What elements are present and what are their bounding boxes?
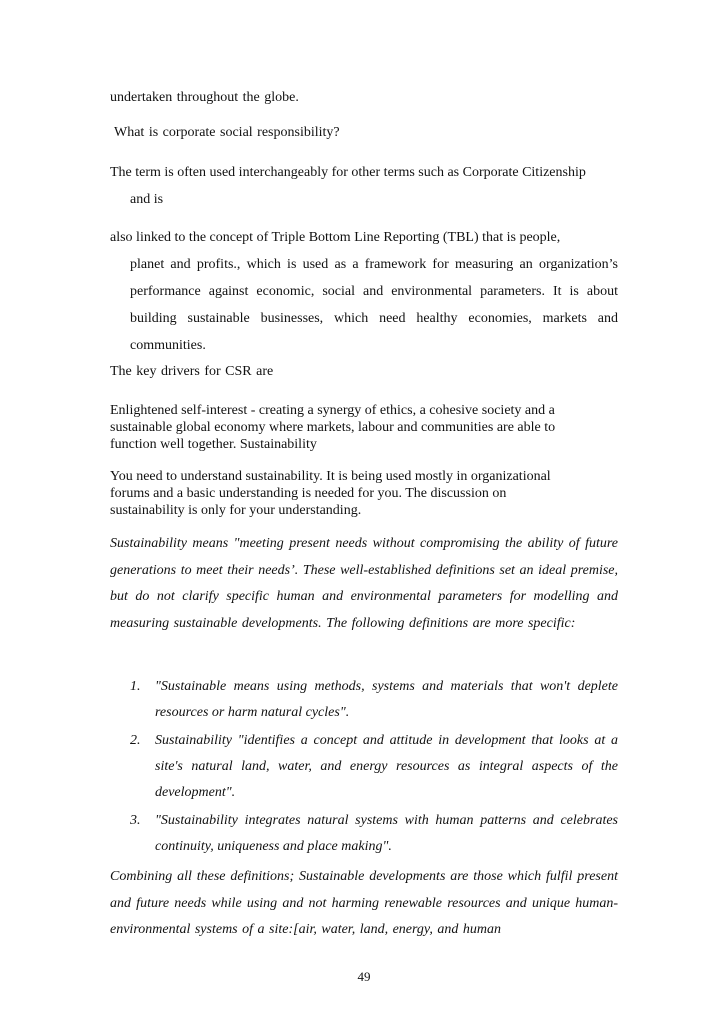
list-item-text: "Sustainable means using methods, systems and materials that won't deplete resources or harm natural cycles".: [155, 679, 618, 720]
paragraph-key-drivers: The key drivers for CSR are: [110, 364, 274, 379]
list-item-text: Sustainability "identifies a concept and attitude in development that looks at a site's natural land, water, and energy resources as integral aspects of the development".: [155, 733, 618, 800]
paragraph-understand: You need to understand sustainability. It is being used mostly in organizational forums and a basic understanding is needed for you. The discussion on sustainability is only for your understanding.: [110, 469, 551, 518]
paragraph-tbl-first-line: also linked to the concept of Triple Bottom Line Reporting (TBL) that is people,: [110, 230, 561, 245]
definitions-list: [110, 674, 618, 862]
paragraph-term-first-line: The term is often used interchangeably for other terms such as Corporate Citizenship: [110, 165, 586, 180]
paragraph-tbl: [110, 224, 618, 359]
paragraph-term: [110, 159, 618, 213]
section-question: What is corporate social responsibility?: [114, 125, 340, 140]
paragraph-combining: Combining all these definitions; Sustainable developments are those which fulfil present and future needs while using and not harming renewable resources and unique human-environmental systems of a site:[air, water, land, energy, and human: [110, 869, 618, 937]
paragraph-sustainability-means: Sustainability means "meeting present needs without compromising the ability of future generations to meet their needs’. These well-established definitions set an ideal premise, but do not clarify specific human and environmental parameters for modelling and measuring sustainable developments. The following definitions are more specific:: [110, 536, 618, 631]
list-item: [110, 674, 618, 726]
list-item-number: 3.: [130, 813, 141, 828]
page-number: 49: [357, 969, 371, 984]
list-item: [110, 728, 618, 806]
list-item-text: "Sustainability integrates natural systems with human patterns and celebrates continuity, uniqueness and place making".: [155, 813, 618, 854]
paragraph-enlightened: Enlightened self-interest - creating a synergy of ethics, a cohesive society and a sustainable global economy where markets, labour and communities are able to function well together. Sustainability: [110, 403, 556, 452]
list-item-number: 2.: [130, 733, 141, 748]
paragraph-term-rest: and is: [130, 192, 164, 207]
list-item-number: 1.: [130, 679, 141, 694]
list-item: [110, 808, 618, 860]
paragraph-intro-end: undertaken throughout the globe.: [110, 90, 299, 105]
paragraph-tbl-rest: planet and profits., which is used as a framework for measuring an organization’s performance against economic, social and environmental parameters. It is about building sustainable businesses, which need healthy economies, markets and communities.: [130, 257, 618, 353]
